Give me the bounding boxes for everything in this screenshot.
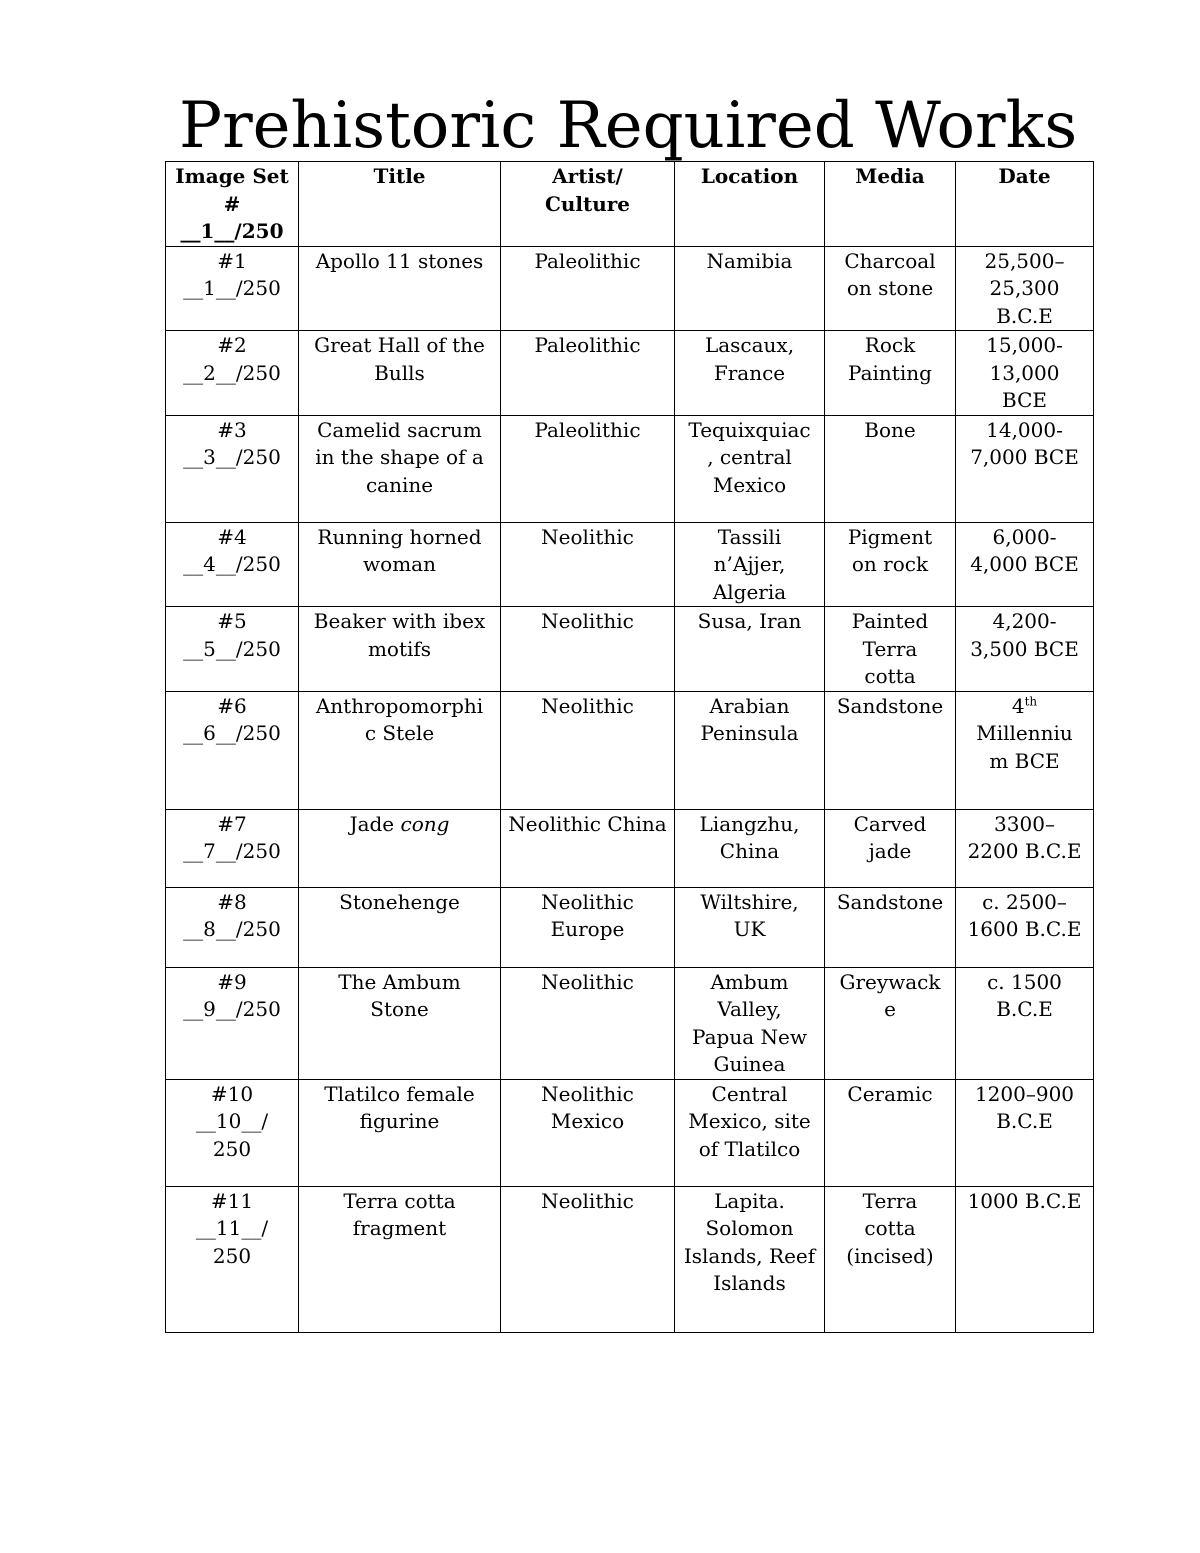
- cell-media: Sandstone: [825, 691, 956, 809]
- cell-media: Carved jade: [825, 809, 956, 887]
- table-row: [166, 691, 1094, 809]
- cell-date: c. 2500– 1600 B.C.E: [956, 887, 1094, 967]
- cell-media: Bone: [825, 415, 956, 522]
- table-row: [166, 1079, 1094, 1186]
- cell-artist: Neolithic Europe: [501, 887, 675, 967]
- cell-title: Anthropomorphi c Stele: [299, 691, 501, 809]
- cell-image-set: #3 __3__/250: [166, 415, 299, 522]
- cell-date: 1000 B.C.E: [956, 1186, 1094, 1332]
- table-row: [166, 522, 1094, 607]
- cell-date: 15,000- 13,000 BCE: [956, 331, 1094, 416]
- table-row: [166, 1186, 1094, 1332]
- cell-image-set: #1 __1__/250: [166, 246, 299, 331]
- cell-title: Great Hall of the Bulls: [299, 331, 501, 416]
- cell-image-set: #6 __6__/250: [166, 691, 299, 809]
- cell-artist: Neolithic China: [501, 809, 675, 887]
- cell-location: Arabian Peninsula: [675, 691, 825, 809]
- cell-artist: Neolithic Mexico: [501, 1079, 675, 1186]
- cell-title: Apollo 11 stones: [299, 246, 501, 331]
- cell-media: Terra cotta (incised): [825, 1186, 956, 1332]
- cell-date: 3300– 2200 B.C.E: [956, 809, 1094, 887]
- cell-date: 25,500– 25,300 B.C.E: [956, 246, 1094, 331]
- table-row: [166, 809, 1094, 887]
- cell-title: Tlatilco female figurine: [299, 1079, 501, 1186]
- cell-artist: Neolithic: [501, 691, 675, 809]
- cell-image-set: #8 __8__/250: [166, 887, 299, 967]
- cell-date: 6,000- 4,000 BCE: [956, 522, 1094, 607]
- cell-location: Central Mexico, site of Tlatilco: [675, 1079, 825, 1186]
- cell-media: Sandstone: [825, 887, 956, 967]
- cell-artist: Neolithic: [501, 522, 675, 607]
- cell-date: 4th Millenniu m BCE: [956, 691, 1094, 809]
- page-title: Prehistoric Required Works: [179, 89, 1078, 163]
- cell-title: Camelid sacrum in the shape of a canine: [299, 415, 501, 522]
- cell-artist: Paleolithic: [501, 331, 675, 416]
- cell-media: Charcoal on stone: [825, 246, 956, 331]
- table-row: [166, 967, 1094, 1079]
- cell-location: Wiltshire, UK: [675, 887, 825, 967]
- cell-title: Running horned woman: [299, 522, 501, 607]
- table-row: [166, 415, 1094, 522]
- cell-date: 14,000- 7,000 BCE: [956, 415, 1094, 522]
- cell-title: Jade cong: [299, 809, 501, 887]
- cell-image-set: #4 __4__/250: [166, 522, 299, 607]
- cell-image-set: #2 __2__/250: [166, 331, 299, 416]
- cell-title: Terra cotta fragment: [299, 1186, 501, 1332]
- cell-location: Susa, Iran: [675, 607, 825, 692]
- cell-title: The Ambum Stone: [299, 967, 501, 1079]
- cell-location: Liangzhu, China: [675, 809, 825, 887]
- cell-media: Ceramic: [825, 1079, 956, 1186]
- cell-location: Lascaux, France: [675, 331, 825, 416]
- header-row: [166, 162, 1094, 247]
- cell-date: 1200–900 B.C.E: [956, 1079, 1094, 1186]
- header-image-set: Image Set # __1__/250: [166, 162, 299, 247]
- header-date: Date: [956, 162, 1094, 247]
- cell-date: c. 1500 B.C.E: [956, 967, 1094, 1079]
- cell-image-set: #10 __10__/ 250: [166, 1079, 299, 1186]
- cell-artist: Neolithic: [501, 967, 675, 1079]
- table-row: [166, 887, 1094, 967]
- cell-artist: Paleolithic: [501, 246, 675, 331]
- cell-media: Greywack e: [825, 967, 956, 1079]
- cell-location: Namibia: [675, 246, 825, 331]
- cell-artist: Neolithic: [501, 1186, 675, 1332]
- cell-location: Tequixquiac , central Mexico: [675, 415, 825, 522]
- cell-location: Tassili n’Ajjer, Algeria: [675, 522, 825, 607]
- cell-media: Pigment on rock: [825, 522, 956, 607]
- cell-title: Stonehenge: [299, 887, 501, 967]
- cell-artist: Neolithic: [501, 607, 675, 692]
- works-table: [165, 161, 1094, 1333]
- table-row: [166, 246, 1094, 331]
- cell-title: Beaker with ibex motifs: [299, 607, 501, 692]
- cell-artist: Paleolithic: [501, 415, 675, 522]
- cell-location: Lapita. Solomon Islands, Reef Islands: [675, 1186, 825, 1332]
- table-row: [166, 607, 1094, 692]
- cell-media: Painted Terra cotta: [825, 607, 956, 692]
- cell-date: 4,200- 3,500 BCE: [956, 607, 1094, 692]
- cell-location: Ambum Valley, Papua New Guinea: [675, 967, 825, 1079]
- cell-media: Rock Painting: [825, 331, 956, 416]
- header-media: Media: [825, 162, 956, 247]
- cell-image-set: #5 __5__/250: [166, 607, 299, 692]
- table-row: [166, 331, 1094, 416]
- header-title: Title: [299, 162, 501, 247]
- cell-image-set: #9 __9__/250: [166, 967, 299, 1079]
- header-artist-culture: Artist/ Culture: [501, 162, 675, 247]
- cell-image-set: #7 __7__/250: [166, 809, 299, 887]
- header-location: Location: [675, 162, 825, 247]
- cell-image-set: #11 __11__/ 250: [166, 1186, 299, 1332]
